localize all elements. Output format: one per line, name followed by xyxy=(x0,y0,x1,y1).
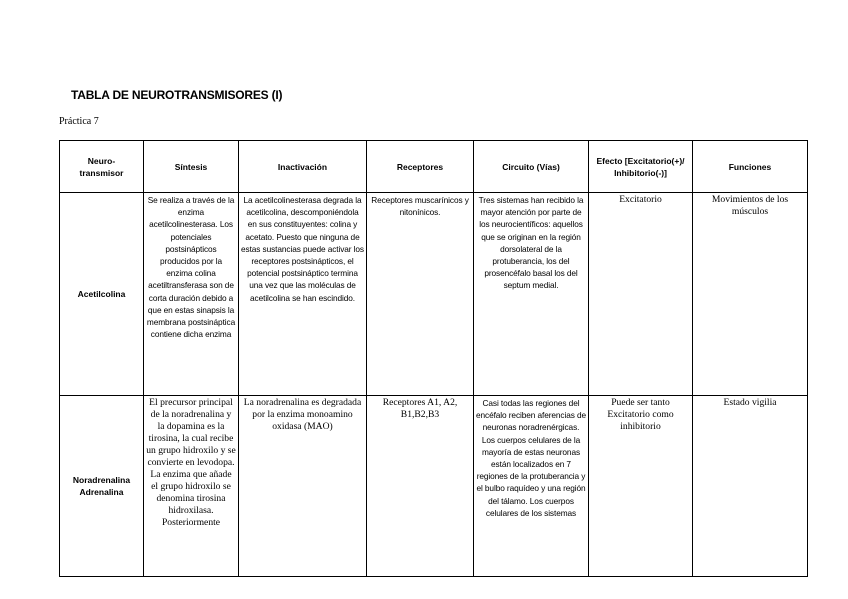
header-sintesis: Síntesis xyxy=(144,141,239,193)
receptores-cell: Receptores A1, A2, B1,B2,B3 xyxy=(367,396,474,577)
funciones-cell: Estado vigilia xyxy=(693,396,808,577)
sintesis-cell: Se realiza a través de la enzima acetilcolinesterasa. Los potenciales postsinápticos producidos por la enzima colina acetiltransferasa son de corta duración debido a que en estas sinapsis la membrana postsináptica contiene dicha enzima xyxy=(144,193,239,396)
document-title: TABLA DE NEUROTRANSMISORES (I) xyxy=(71,88,283,102)
practice-label: Práctica 7 xyxy=(59,116,99,127)
header-neurotransmisor: Neuro- transmisor xyxy=(60,141,144,193)
header-receptores: Receptores xyxy=(367,141,474,193)
neurotransmitter-name: Acetilcolina xyxy=(60,193,144,396)
receptores-cell: Receptores muscarínicos y nitonínicos. xyxy=(367,193,474,396)
inactivacion-cell: La acetilcolinesterasa degrada la acetilcolina, descomponiéndola en sus constituyentes: colina y acetato. Puesto que ninguna de estas sustancias puede activar los receptores postsinápticos, el potencial postsináptico termina una vez que las moléculas de acetilcolina se han escindido. xyxy=(239,193,367,396)
table-row xyxy=(60,193,808,396)
header-circuito: Circuito (Vías) xyxy=(474,141,589,193)
header-funciones: Funciones xyxy=(693,141,808,193)
circuito-cell: Casi todas las regiones del encéfalo reciben aferencias de neuronas noradrenérgicas. Los cuerpos celulares de la mayoría de estas neuronas están localizados en 7 regiones de la protuberancia y el bulbo raquídeo y una región del tálamo. Los cuerpos celulares de los sistemas xyxy=(474,396,589,577)
neurotransmitter-table xyxy=(59,140,808,577)
neurotransmitter-name: Noradrenalina Adrenalina xyxy=(60,396,144,577)
sintesis-cell: El precursor principal de la noradrenalina y la dopamina es la tirosina, la cual recibe un grupo hidroxilo y se convierte en levodopa. La enzima que añade el grupo hidroxilo se denomina tirosina hidroxilasa. Posteriormente xyxy=(144,396,239,577)
efecto-cell: Excitatorio xyxy=(589,193,693,396)
inactivacion-cell: La noradrenalina es degradada por la enzima monoamino oxidasa (MAO) xyxy=(239,396,367,577)
header-efecto: Efecto [Excitatorio(+)/ Inhibitorio(-)] xyxy=(589,141,693,193)
circuito-cell: Tres sistemas han recibido la mayor atención por parte de los neurocientíficos: aquellos que se originan en la región dorsolateral de la protuberancia, los del prosencéfalo basal los del septum medial. xyxy=(474,193,589,396)
header-inactivacion: Inactivación xyxy=(239,141,367,193)
funciones-cell: Movimientos de los músculos xyxy=(693,193,808,396)
efecto-cell: Puede ser tanto Excitatorio como inhibitorio xyxy=(589,396,693,577)
table-row xyxy=(60,396,808,577)
table-header-row xyxy=(60,141,808,193)
